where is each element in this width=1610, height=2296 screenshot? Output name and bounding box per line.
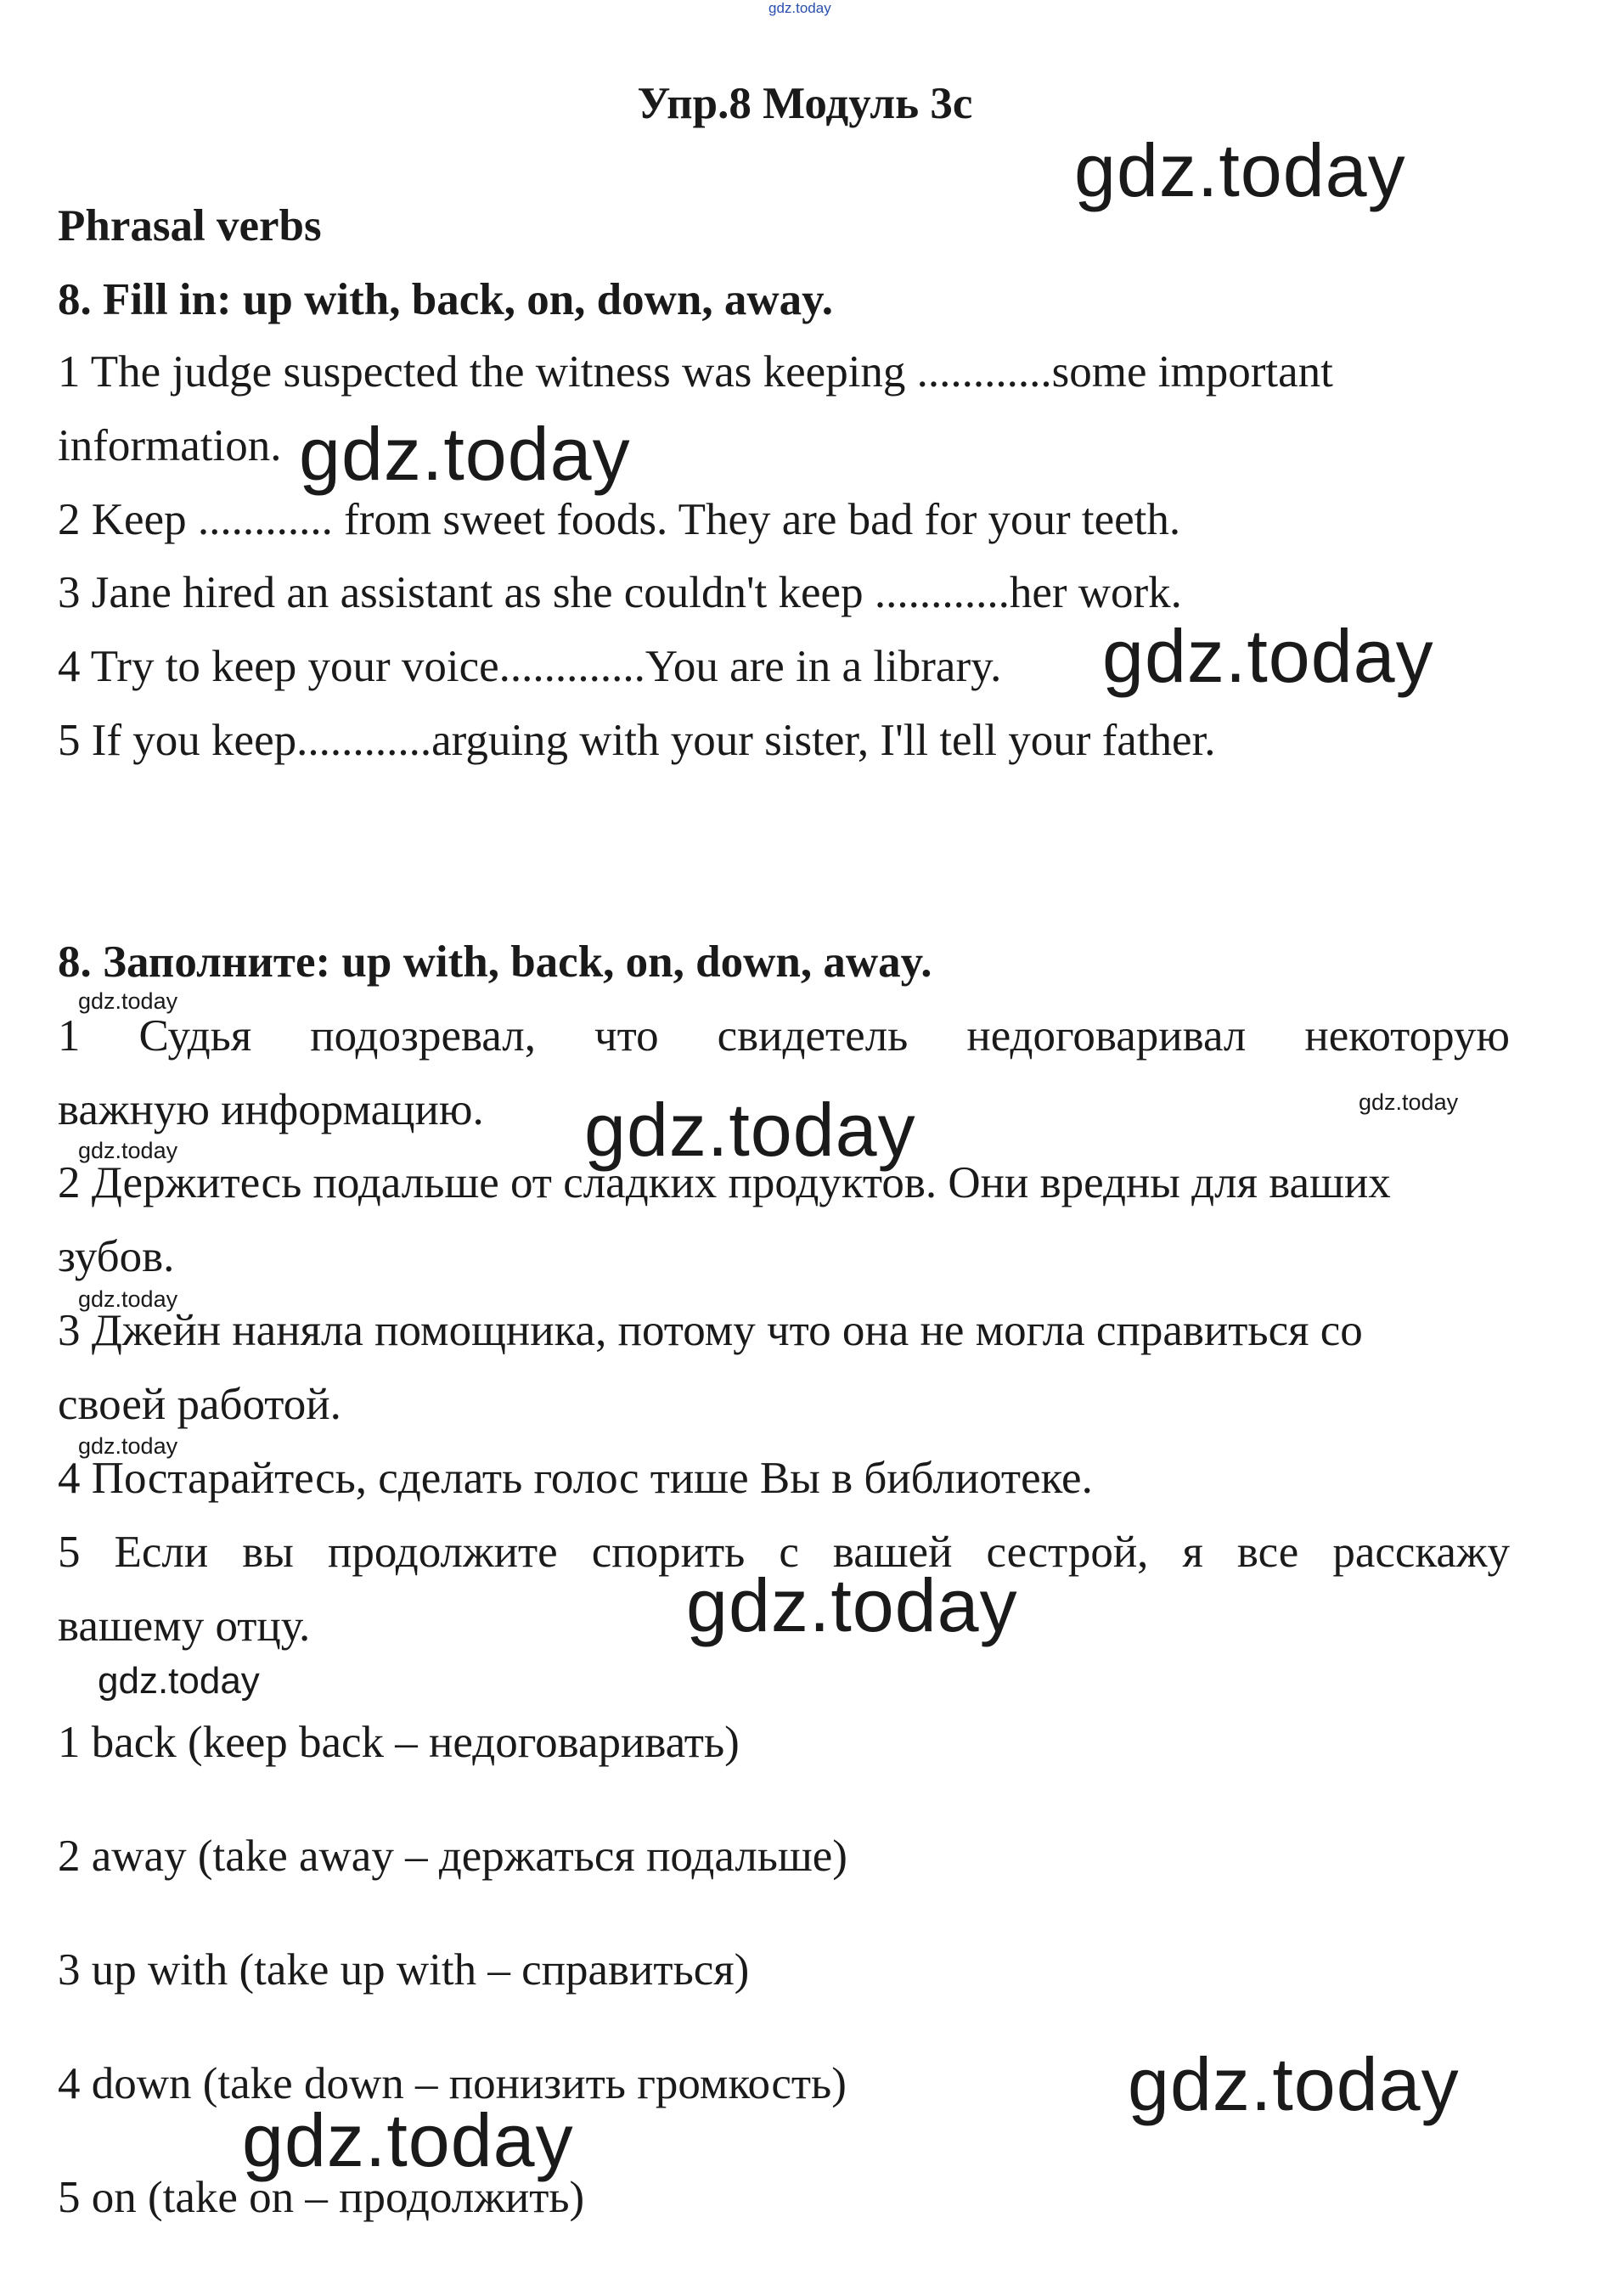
watermark-large: gdz.today xyxy=(1128,2042,1460,2126)
watermark-small: gdz.today xyxy=(78,1433,178,1459)
sentence-ru-1-cont: важную информацию. xyxy=(58,1085,484,1134)
watermark-small: gdz.today xyxy=(1359,1089,1459,1115)
watermark-small: gdz.today xyxy=(78,988,178,1014)
sentence-ru-2-cont: зубов. xyxy=(58,1232,175,1281)
watermark-large: gdz.today xyxy=(686,1563,1018,1647)
section-heading: Phrasal verbs xyxy=(58,201,322,250)
watermark-large: gdz.today xyxy=(299,412,631,496)
watermark-small: gdz.today xyxy=(78,1286,178,1312)
answer-4: 4 down (take down – понизить громкость) xyxy=(58,2059,847,2108)
page-title: Упр.8 Модуль 3с xyxy=(637,79,973,128)
watermark-large: gdz.today xyxy=(584,1088,916,1172)
watermark-medium: gdz.today xyxy=(98,1660,260,1702)
watermark-large: gdz.today xyxy=(242,2098,574,2182)
answer-1: 1 back (keep back – недоговаривать) xyxy=(58,1718,740,1767)
sentence-en-2: 2 Keep ............ from sweet foods. They are bad for your teeth. xyxy=(58,495,1181,544)
sentence-ru-5-cont: вашему отцу. xyxy=(58,1601,311,1651)
sentence-ru-4: 4 Постарайтесь, сделать голос тише Вы в библиотеке. xyxy=(58,1454,1093,1503)
sentence-en-3: 3 Jane hired an assistant as she couldn't keep ............her work. xyxy=(58,568,1182,617)
sentence-ru-3: 3 Джейн наняла помощника, потому что она не могла справиться со xyxy=(58,1306,1363,1355)
sentence-en-1: 1 The judge suspected the witness was keeping ............some important xyxy=(58,347,1333,397)
task-instruction-ru: 8. Заполните: up with, back, on, down, away. xyxy=(58,937,932,987)
answer-5: 5 on (take on – продолжить) xyxy=(58,2173,585,2222)
sentence-en-1-cont: information. xyxy=(58,421,282,470)
sentence-en-4: 4 Try to keep your voice.............You are in a library. xyxy=(58,642,1002,691)
answer-2: 2 away (take away – держаться подальше) xyxy=(58,1832,847,1881)
top-watermark: gdz.today xyxy=(768,0,831,16)
task-instruction-en: 8. Fill in: up with, back, on, down, away. xyxy=(58,275,834,324)
answer-3: 3 up with (take up with – справиться) xyxy=(58,1945,750,1995)
sentence-ru-2: 2 Держитесь подальше от сладких продуктов. Они вредны для ваших xyxy=(58,1158,1391,1207)
sentence-ru-1: 1 Судья подозревал, что свидетель недоговаривал некоторую xyxy=(58,1011,1510,1061)
sentence-en-5: 5 If you keep............arguing with your sister, I'll tell your father. xyxy=(58,716,1216,765)
sentence-ru-5: 5 Если вы продолжите спорить с вашей сестрой, я все расскажу xyxy=(58,1528,1510,1577)
watermark-large: gdz.today xyxy=(1074,128,1406,212)
watermark-small: gdz.today xyxy=(78,1138,178,1163)
watermark-large: gdz.today xyxy=(1102,614,1434,698)
sentence-ru-3-cont: своей работой. xyxy=(58,1380,341,1429)
